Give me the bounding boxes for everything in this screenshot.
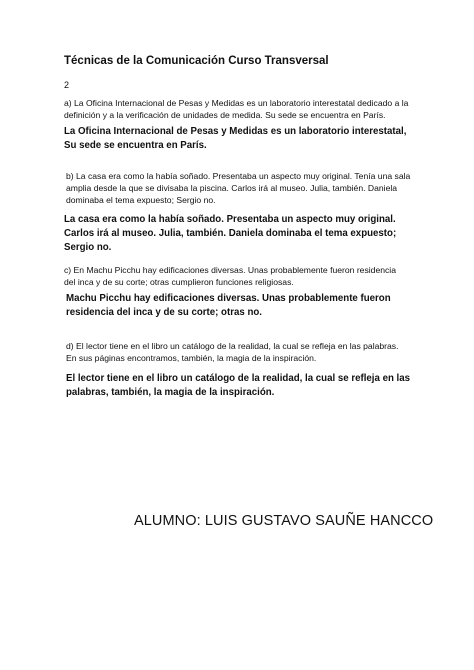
question-b: b) La casa era como la había soñado. Presentaba un aspecto muy original. Tenía una sala amplia desde la que se divisaba la piscina. Carlos irá al museo. Julia, también. Daniela dominaba el tema expuesto; Sergio no. (66, 171, 411, 206)
answer-d: El lector tiene en el libro un catálogo de la realidad, la cual se refleja en las palabras, también, la magia de la inspiración. (66, 373, 411, 398)
question-c: c) En Machu Picchu hay edificaciones diversas. Unas probablemente fueron residencia del inca y de su corte; otras cumplieron funciones religiosas. (64, 265, 396, 288)
page-number: 2 (64, 80, 70, 90)
question-a: a) La Oficina Internacional de Pesas y Medidas es un laboratorio interestatal dedicado a la definición y a la verificación de unidades de medida. Su sede se encuentra en París. (64, 98, 409, 121)
document-title: Técnicas de la Comunicación Curso Transversal (64, 55, 329, 67)
answer-c: Machu Picchu hay edificaciones diversas. Unas probablemente fueron residencia del inca y de su corte; otras no. (66, 293, 391, 318)
answer-a: La Oficina Internacional de Pesas y Medidas es un laboratorio interestatal, Su sede se encuentra en París. (64, 126, 407, 151)
student-name: ALUMNO: LUIS GUSTAVO SAUÑE HANCCO (134, 513, 434, 529)
question-d: d) El lector tiene en el libro un catálogo de la realidad, la cual se refleja en las palabras. En sus páginas encontramos, también, la magia de la inspiración. (66, 341, 399, 364)
document-page (64, 0, 434, 670)
answer-b: La casa era como la había soñado. Presentaba un aspecto muy original. Carlos irá al museo. Julia, también. Daniela dominaba el tema expuesto; Sergio no. (64, 214, 397, 253)
